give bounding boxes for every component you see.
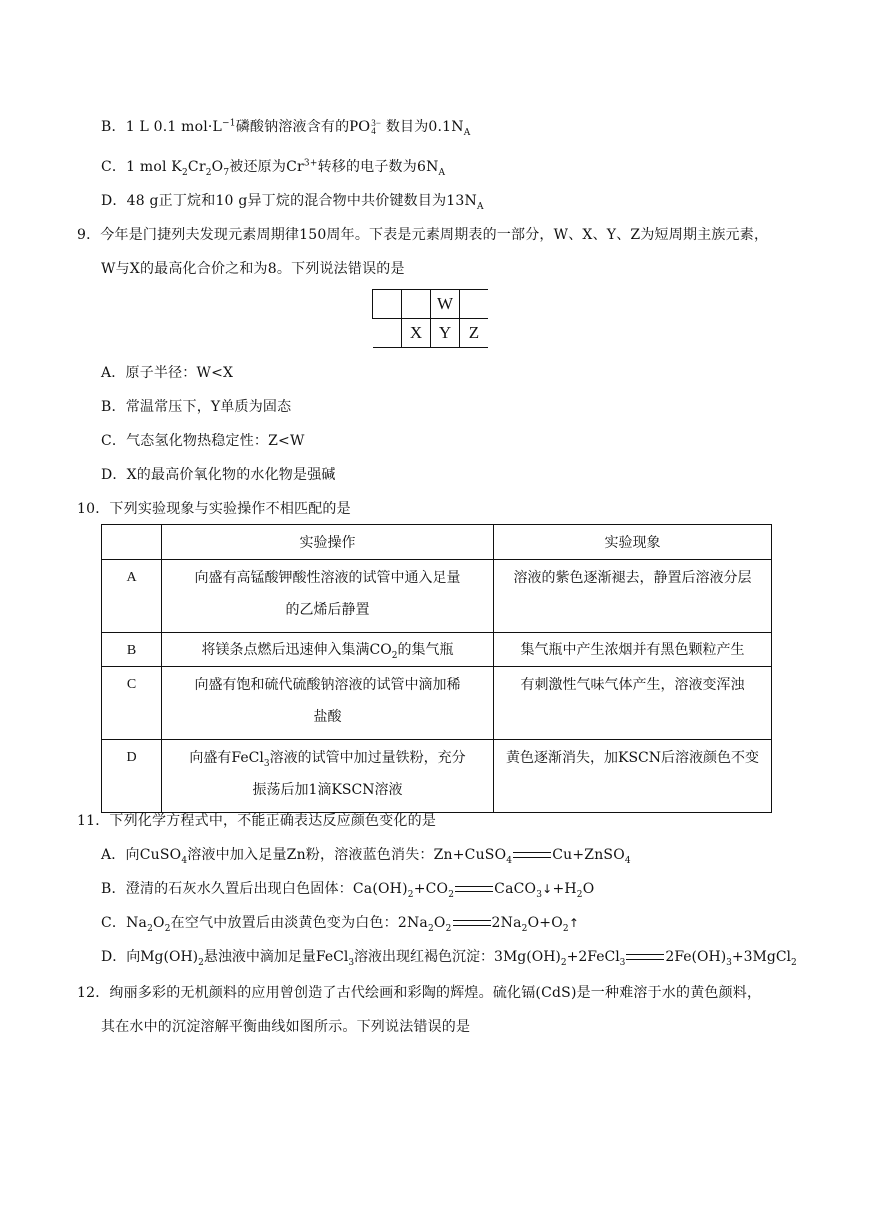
experiment-row-a [102,560,772,633]
q9-option-d: D．X的最高价氧化物的水化物是强碱 [101,467,336,483]
phenomenon-cell [494,633,772,667]
q9-option-c: C．气态氢化物热稳定性：Z<W [101,433,305,449]
phenomenon-cell [494,740,772,813]
experiment-table [101,524,772,813]
periodic-cell [460,290,489,319]
operation-cell [162,740,494,813]
periodic-cell [373,319,402,348]
phenomenon-line: 有刺激性气味气体产生，溶液变浑浊 [520,677,745,693]
q9-option-a: A．原子半径：W<X [101,365,234,381]
q12-stem-line1: 12．绚丽多彩的无机颜料的应用曾创造了古代绘画和彩陶的辉煌。硫化镉(CdS)是一种难溶于水的黄色颜料， [77,985,762,1001]
experiment-row-b [102,633,772,667]
periodic-cell-x: X [402,319,431,348]
operation-line: 振荡后加1滴KSCN溶液 [252,782,403,798]
header-cell-operation: 实验操作 [162,525,494,560]
phenomenon-line: 集气瓶中产生浓烟并有黑色颗粒产生 [520,642,745,658]
q11-option-b: B．澄清的石灰水久置后出现白色固体：$Ca(OH)_2+CO_2$ $CaCO_3↓+H_2O$ [101,881,595,900]
experiment-header-row [102,525,772,560]
phenomenon-cell [494,667,772,740]
equals-sign [455,886,493,892]
periodic-cell [402,290,431,319]
operation-cell [162,560,494,633]
q10-stem: 10．下列实验现象与实验操作不相匹配的是 [77,501,351,517]
operation-line: 向盛有高锰酸钾酸性溶液的试管中通入足量 [194,570,461,586]
equals-sign [513,852,551,858]
experiment-row-d [102,740,772,813]
experiment-row-c [102,667,772,740]
q11-stem: 11．下列化学方程式中，不能正确表达反应颜色变化的是 [77,813,437,829]
q11-option-c: C．$Na_2O_2$在空气中放置后由淡黄色变为白色：$2Na_2O_2$ $2Na_2O+O_2↑$ [101,915,580,934]
row-label: D [102,740,162,813]
periodic-row-2 [373,319,489,348]
q8-option-b: B．1 L 0.1 $mol\cdot L^{-1}$磷酸钠溶液含有的PO3− 4 数目为$0.1N_A$ [101,118,471,138]
periodic-cell-y: Y [431,319,460,348]
q9-stem-line1: 9．今年是门捷列夫发现元素周期律150周年。下表是元素周期表的一部分，W、X、Y、Z为短周期主族元素， [77,227,769,243]
row-label: C [102,667,162,740]
periodic-cell [373,290,402,319]
periodic-cell-w: W [431,290,460,319]
header-cell-phenomenon: 实验现象 [494,525,772,560]
equals-sign [453,920,491,926]
q8-option-c: C．1 mol $K_2Cr_2O_7$被还原为$Cr^{3+}$转移的电子数为$6N_A$ [101,158,446,178]
q11-option-a: A．向CuSO$_4$溶液中加入足量Zn粉，溶液蓝色消失：Zn+CuSO$_4$ Cu+ZnSO$_4$ [101,847,631,866]
operation-line: 将镁条点燃后迅速伸入集满$CO_2$的集气瓶 [201,642,454,661]
phenomenon-cell [494,560,772,633]
q12-stem-line2: 其在水中的沉淀溶解平衡曲线如图所示。下列说法错误的是 [101,1019,471,1035]
q9-option-b: B．常温常压下，Y单质为固态 [101,399,292,415]
operation-cell [162,633,494,667]
phenomenon-line: 黄色逐渐消失，加KSCN后溶液颜色不变 [505,750,759,766]
equals-sign [626,954,664,960]
q11-option-d: D．向$Mg(OH)_2$悬浊液中滴加足量FeCl$_3$溶液出现红褐色沉淀：$3Mg(OH)_2+2FeCl_3$ $2Fe(OH)_3+3MgCl_2$ [101,949,797,968]
q9-stem-line2: W与X的最高化合价之和为8。下列说法错误的是 [101,261,405,277]
phenomenon-line: 溶液的紫色逐渐褪去，静置后溶液分层 [513,570,752,586]
operation-line: 向盛有饱和硫代硫酸钠溶液的试管中滴加稀 [194,677,461,693]
operation-line: 的乙烯后静置 [285,602,370,618]
periodic-row-1 [373,290,489,319]
row-label: B [102,633,162,667]
operation-line: 盐酸 [313,709,342,725]
periodic-cell-z: Z [460,319,489,348]
row-label: A [102,560,162,633]
header-cell-label [102,525,162,560]
operation-cell [162,667,494,740]
q8-option-d: D．48 g正丁烷和10 g异丁烷的混合物中共价键数目为$13N_A$ [101,193,484,212]
periodic-table-fragment [372,289,488,348]
operation-line: 向盛有FeCl$_3$溶液的试管中加过量铁粉，充分 [189,750,466,769]
